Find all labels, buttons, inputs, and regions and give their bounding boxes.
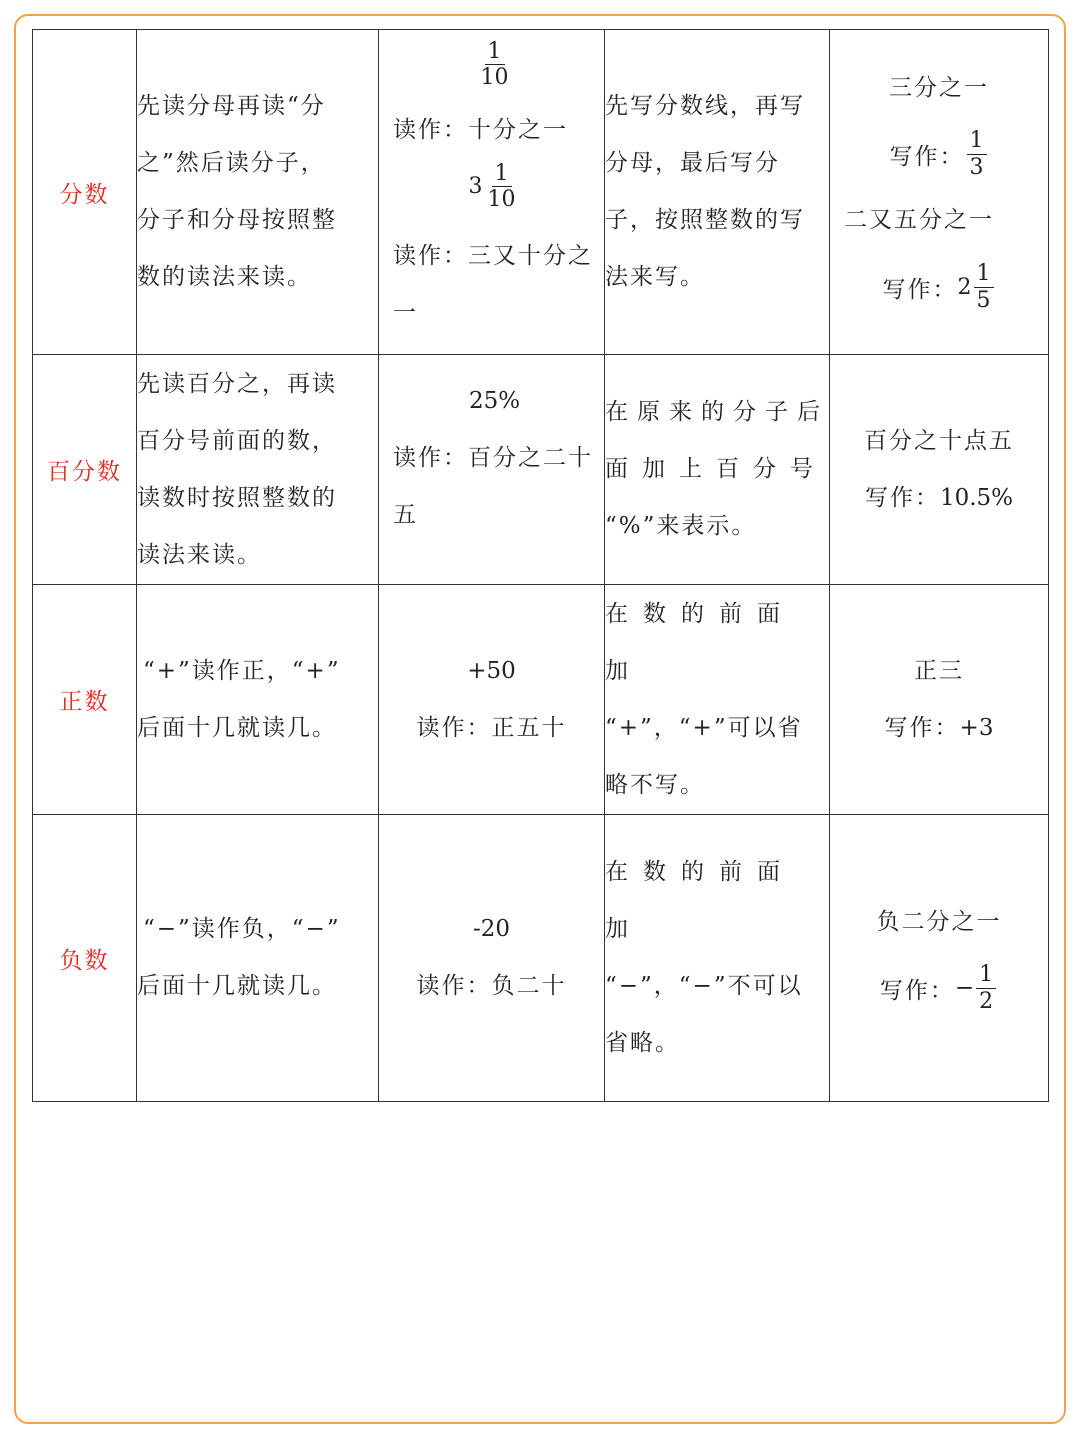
- writing-rule-percentage: 在原来的分子后 面加上百分号 “%”来表示。: [605, 355, 830, 585]
- example-fraction: [379, 30, 605, 355]
- write-fraction-words-1: 三分之一: [889, 75, 989, 101]
- write-fraction-value-2: 写作： 2 $\frac{1}{5}$: [830, 250, 1048, 324]
- example-negative: [379, 815, 605, 1102]
- example-fraction-reading-2: 读作：三又十分之 一: [393, 243, 593, 326]
- write-positive-value: 写作：+3: [884, 714, 994, 741]
- write-fraction-value-1: 写作： $\frac{1}{3}$: [830, 118, 1048, 190]
- write-example-negative: [830, 815, 1049, 1102]
- mixed-fraction-two-one-fifth: $\frac{1}{5}$: [974, 262, 994, 311]
- mixed-fraction-three-one-tenth: $\frac{1}{10}$: [487, 161, 516, 213]
- write-example-fraction: [830, 30, 1049, 355]
- number-reading-writing-table: [32, 29, 1049, 1102]
- example-fraction-reading-1: 读作：十分之一: [393, 117, 568, 143]
- category-percentage: 百分数: [33, 355, 137, 585]
- category-positive: 正数: [33, 585, 137, 815]
- writing-rule-fraction: 先写分数线，再写 分母，最后写分 子，按照整数的写 法来写。: [605, 30, 830, 355]
- example-negative-value: -20: [472, 916, 511, 942]
- reading-rule-positive: “+”读作正，“+” 后面十几就读几。: [137, 585, 379, 815]
- example-positive-value: +50: [467, 657, 516, 684]
- example-positive: [379, 585, 605, 815]
- example-percentage: [379, 355, 605, 585]
- table-row-negative: [33, 815, 1049, 1102]
- write-example-positive: [830, 585, 1049, 815]
- reading-rule-negative: “−”读作负，“−” 后面十几就读几。: [137, 815, 379, 1102]
- write-positive-words: 正三: [914, 657, 964, 684]
- table-row-fraction: [33, 30, 1049, 355]
- write-negative-value: 写作： − $\frac{1}{2}$: [830, 952, 1048, 1024]
- write-negative-words: 负二分之一: [876, 909, 1002, 935]
- write-example-percentage: [830, 355, 1049, 585]
- table-row-positive: [33, 585, 1049, 815]
- example-fraction-value-2: 3 $\frac{1}{10}$: [393, 158, 596, 228]
- example-percentage-value: 25%: [468, 388, 521, 414]
- reading-rule-percentage: 先读百分之，再读 百分号前面的数， 读数时按照整数的 读法来读。: [137, 355, 379, 585]
- write-percentage-words: 百分之十点五: [864, 427, 1014, 454]
- table-row-percentage: [33, 355, 1049, 585]
- example-fraction-value-1: [393, 40, 596, 102]
- writing-rule-positive: 在数的前面加 “+”，“+”可以省 略不写。: [605, 585, 830, 815]
- category-fraction: 分数: [33, 30, 137, 355]
- fraction-one-tenth: $\frac{1}{10}$: [480, 39, 509, 91]
- category-negative: 负数: [33, 815, 137, 1102]
- example-positive-reading: 读作：正五十: [416, 714, 567, 741]
- reading-rule-fraction: 先读分母再读“分 之”然后读分子， 分子和分母按照整 数的读法来读。: [137, 30, 379, 355]
- writing-rule-negative: 在数的前面加 “−”，“−”不可以 省略。: [605, 815, 830, 1102]
- example-percentage-reading: 读作：百分之二十 五: [393, 445, 593, 528]
- fraction-one-third: $\frac{1}{3}$: [967, 129, 987, 178]
- example-negative-reading: 读作：负二十: [416, 973, 567, 999]
- write-percentage-value: 写作：10.5%: [864, 484, 1014, 511]
- write-fraction-words-2: 二又五分之一: [844, 207, 994, 233]
- fraction-one-half: $\frac{1}{2}$: [976, 963, 996, 1012]
